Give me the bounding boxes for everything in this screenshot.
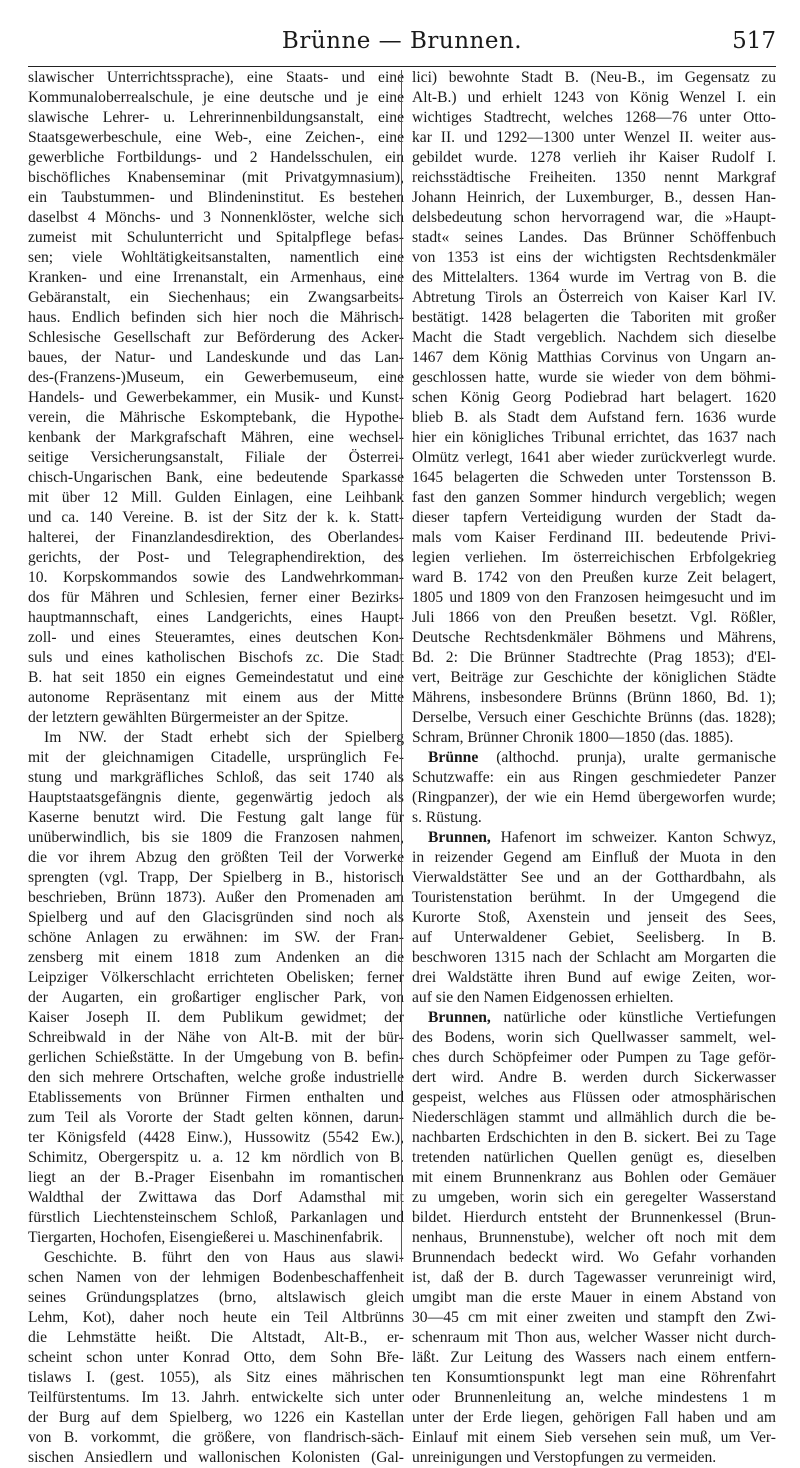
text-line: bildet. Hierdurch entsteht der Brunnenkessel (Brun-: [412, 1209, 776, 1226]
text-line: Teilfürstentums. Im 13. Jahrh. entwickelte sich unter: [28, 1389, 404, 1406]
text-line: verein, die Mährische Eskomptebank, die Hypothe-: [28, 409, 404, 426]
text-line: halterei, der Finanzlandesdirektion, des Oberlandes-: [28, 529, 404, 546]
text-line: von B. vorkommt, die größere, von flandrisch-säch-: [28, 1429, 404, 1446]
text-line: beschrieben, Brünn 1873). Außer den Promenaden am: [28, 889, 404, 906]
text-line: Kaiser Joseph II. dem Publikum gewidmet; der: [28, 1009, 404, 1026]
text-line: chisch-Ungarischen Bank, eine bedeutende Sparkasse: [28, 469, 404, 486]
text-line: von 1353 ist eins der wichtigsten Rechtsdenkmäler: [412, 249, 776, 266]
text-line: gerichts, der Post- und Telegraphendirektion, des: [28, 549, 404, 566]
text-line: haus. Endlich befinden sich hier noch die Mährisch-: [28, 309, 404, 326]
text-line: kenbank der Markgrafschaft Mähren, eine wechsel-: [28, 429, 404, 446]
text-line: beschworen 1315 nach der Schlacht am Morgarten die: [412, 949, 776, 966]
text-line: Schreibwald in der Nähe von Alt-B. mit der bür-: [28, 1029, 404, 1046]
text-line: s. Rüstung.: [412, 809, 482, 826]
text-line: Kommunaloberrealschule, je eine deutsche und je eine: [28, 89, 404, 106]
text-line: oder Brunnenleitung an, welche mindestens 1 m: [412, 1389, 776, 1406]
text-line: mit der gleichnamigen Citadelle, ursprünglich Fe-: [28, 749, 404, 766]
text-line: drei Waldstätte ihren Bund auf ewige Zeiten, wor-: [412, 969, 776, 986]
text-line: zum Teil als Vororte der Stadt gelten können, darun-: [28, 1109, 404, 1126]
text-line: nenhaus, Brunnenstube), welcher oft noch mit dem: [412, 1229, 776, 1246]
text-line: ward B. 1742 von den Preußen kurze Zeit belagert,: [412, 569, 776, 586]
text-line: ter Königsfeld (4428 Einw.), Hussowitz (5542 Ew.),: [28, 1129, 404, 1146]
text-line: Derselbe, Versuch einer Geschichte Brünns (das. 1828);: [412, 709, 776, 726]
text-line: ein Taubstummen- und Blindeninstitut. Es bestehen: [28, 189, 404, 206]
text-line: umgibt man die erste Mauer in einem Abstand von: [412, 1289, 776, 1306]
text-line: gebildet wurde. 1278 verlieh ihr Kaiser Rudolf I.: [412, 149, 776, 166]
text-line: Alt-B.) und erhielt 1243 von König Wenzel I. ein: [412, 89, 776, 106]
text-line: Im NW. der Stadt erhebt sich der Spielberg: [44, 729, 404, 746]
text-line: zu umgeben, worin sich ein geregelter Wasserstand: [412, 1189, 776, 1206]
text-line: den sich mehrere Ortschaften, welche große industrielle: [28, 1069, 404, 1086]
text-line: dert wird. Andre B. werden durch Sickerwasser: [412, 1069, 776, 1086]
text-line: schen Namen von der lehmigen Bodenbeschaffenheit: [28, 1269, 404, 1286]
text-line: zoll- und eines Steueramtes, eines deutschen Kon-: [28, 629, 404, 646]
text-line: Hauptstaatsgefängnis diente, gegenwärtig jedoch als: [28, 789, 404, 806]
text-line: Mährens, insbesondere Brünns (Brünn 1860, Bd. 1);: [412, 689, 776, 706]
text-line: auf Unterwaldener Gebiet, Seelisberg. In B.: [412, 929, 776, 946]
text-line: unüberwindlich, bis sie 1809 die Franzosen nahmen,: [28, 829, 404, 846]
text-line: Tiergarten, Hochofen, Eisengießerei u. Maschinenfabrik.: [28, 1229, 384, 1246]
text-line: Leipziger Völkerschlacht errichteten Obelisken; ferner: [28, 969, 404, 986]
text-line: gewerbliche Fortbildungs- und 2 Handelsschulen, ein: [28, 149, 404, 166]
text-line: seitige Versicherungsanstalt, Filiale der Österrei-: [28, 449, 404, 466]
text-line: Brünne (althochd. prunja), uralte germanische: [428, 749, 776, 766]
right-column: [412, 68, 776, 1466]
text-line: in reizender Gegend am Einfluß der Muota in den: [412, 849, 776, 866]
text-line: Etablissements von Brünner Firmen enthalten und: [28, 1089, 404, 1106]
text-line: liegt an der B.-Prager Eisenbahn im romantischen: [28, 1169, 404, 1186]
text-line: Schimitz, Obergerspitz u. a. 12 km nördlich von B.: [28, 1149, 404, 1166]
text-line: bestätigt. 1428 belagerten die Taboriten mit großer: [412, 309, 776, 326]
text-line: Geschichte. B. führt den von Haus aus slawi-: [44, 1249, 404, 1266]
text-line: tretenden natürlichen Quellen genügt es, dieselben: [412, 1149, 776, 1166]
page-header: [28, 28, 776, 62]
text-line: Handels- und Gewerbekammer, ein Musik- und Kunst-: [28, 389, 404, 406]
text-line: dos für Mähren und Schlesien, ferner einer Bezirks-: [28, 589, 404, 606]
text-line: daselbst 4 Mönchs- und 3 Nonnenklöster, welche sich: [28, 209, 404, 226]
text-line: 30—45 cm mit einer zweiten und stampft den Zwi-: [412, 1309, 776, 1326]
text-line: Spielberg und auf den Glacisgründen sind noch als: [28, 909, 404, 926]
text-line: stung und markgräfliches Schloß, das seit 1740 als: [28, 769, 404, 786]
text-line: sprengten (vgl. Trapp, Der Spielberg in B., historisch: [28, 869, 404, 886]
text-line: hier ein königliches Tribunal errichtet, das 1637 nach: [412, 429, 776, 446]
text-line: Johann Heinrich, der Luxemburger, B., dessen Han-: [412, 189, 776, 206]
text-line: des Mittelalters. 1364 wurde im Vertrag von B. die: [412, 269, 776, 286]
text-line: schen König Georg Podiebrad hart belagert. 1620: [412, 389, 776, 406]
text-line: fast den ganzen Sommer hindurch vergeblich; wegen: [412, 489, 776, 506]
text-line: die vor ihrem Abzug den größten Teil der Vorwerke: [28, 849, 404, 866]
text-line: Deutsche Rechtsdenkmäler Böhmens und Mährens,: [412, 629, 776, 646]
text-line: ches durch Schöpfeimer oder Pumpen zu Tage geför-: [412, 1049, 776, 1066]
running-head: Brünne — Brunnen.: [281, 28, 523, 54]
text-line: Lehm, Kot), daher noch heute ein Teil Altbrünns: [28, 1309, 404, 1326]
text-line: nachbarten Erdschichten in den B. sickert. Bei zu Tage: [412, 1129, 776, 1146]
text-line: des Bodens, worin sich Quellwasser sammelt, wel-: [412, 1029, 776, 1046]
text-line: Schlesische Gesellschaft zur Beförderung des Acker-: [28, 329, 404, 346]
text-line: der Burg auf dem Spielberg, wo 1226 ein Kastellan: [28, 1409, 404, 1426]
text-line: tislaws I. (gest. 1055), als Sitz eines mährischen: [28, 1369, 404, 1386]
text-line: dieser tapfern Verteidigung wurden der Stadt da-: [412, 509, 776, 526]
text-line: stadt« seines Landes. Das Brünner Schöffenbuch: [412, 229, 776, 246]
text-line: des-(Franzens-)Museum, ein Gewerbemuseum, eine: [28, 369, 404, 386]
text-line: bischöfliches Knabenseminar (mit Privatgymnasium),: [28, 169, 404, 186]
text-line: lici) bewohnte Stadt B. (Neu-B., im Gegensatz zu: [412, 69, 776, 86]
text-line: vert, Beiträge zur Geschichte der königlichen Städte: [412, 669, 776, 686]
text-line: Niederschlägen stammt und allmählich durch die be-: [412, 1109, 776, 1126]
text-line: Waldthal der Zwittawa das Dorf Adamsthal mit: [28, 1189, 404, 1206]
text-line: 1645 belagerten die Schweden unter Torstensson B.: [412, 469, 776, 486]
text-line: blieb B. als Stadt dem Aufstand fern. 1636 wurde: [412, 409, 776, 426]
text-line: zensberg mit einem 1818 zum Andenken an die: [28, 949, 404, 966]
text-line: Kurorte Stoß, Axenstein und jenseit des Sees,: [412, 909, 776, 926]
text-line: Juli 1866 von den Preußen besetzt. Vgl. Rößler,: [412, 609, 776, 626]
text-line: slawischer Unterrichtssprache), eine Staats- und eine: [28, 69, 404, 86]
text-line: autonome Repräsentanz mit einem aus der Mitte: [28, 689, 404, 706]
text-line: Brunnen, Hafenort im schweizer. Kanton Schwyz,: [428, 829, 776, 846]
text-line: hauptmannschaft, eines Landgerichts, eines Haupt-: [28, 609, 404, 626]
text-line: mit einem Brunnenkranz aus Bohlen oder Gemäuer: [412, 1169, 776, 1186]
text-line: die Lehmstätte heißt. Die Altstadt, Alt-B., er-: [28, 1329, 404, 1346]
column-separator: [401, 70, 402, 1262]
text-line: slawische Lehrer- u. Lehrerinnenbildungsanstalt, eine: [28, 109, 404, 126]
text-line: kar II. und 1292—1300 unter Wenzel II. weiter aus-: [412, 129, 776, 146]
text-line: gerlichen Schießstätte. In der Umgebung von B. befin-: [28, 1049, 404, 1066]
page-number: 517: [732, 28, 776, 54]
text-line: seines Gründungsplatzes (brno, altslawisch gleich: [28, 1289, 404, 1306]
text-line: ist, daß der B. durch Tagewasser verunreinigt wird,: [412, 1269, 776, 1286]
text-line: auf sie den Namen Eidgenossen erhielten.: [412, 989, 674, 1006]
text-line: Schram, Brünner Chronik 1800—1850 (das. 1885).: [412, 729, 734, 746]
text-line: Brunnendach bedeckt wird. Wo Gefahr vorhanden: [412, 1249, 776, 1266]
text-line: schenraum mit Thon aus, welcher Wasser nicht durch-: [412, 1329, 776, 1346]
text-line: 1805 und 1809 von den Franzosen heimgesucht und im: [412, 589, 776, 606]
text-line: der Augarten, ein großartiger englischer Park, von: [28, 989, 404, 1006]
text-line: läßt. Zur Leitung des Wassers nach einem entfern-: [412, 1349, 776, 1366]
header-rule: [28, 66, 776, 67]
text-line: Abtretung Tirols an Österreich von Kaiser Karl IV.: [412, 289, 776, 306]
text-line: suls und eines katholischen Bischofs zc. Die Stadt: [28, 649, 404, 666]
text-line: Kranken- und eine Irrenanstalt, ein Armenhaus, eine: [28, 269, 404, 286]
text-line: fürstlich Liechtensteinschem Schloß, Parkanlagen und: [28, 1209, 404, 1226]
text-line: Brunnen, natürliche oder künstliche Vertiefungen: [428, 1009, 776, 1026]
text-line: wichtiges Stadtrecht, welches 1268—76 unter Otto-: [412, 109, 776, 126]
entry-headword: Brunnen,: [428, 1009, 491, 1026]
text-line: Bd. 2: Die Brünner Stadtrechte (Prag 1853); d'El-: [412, 649, 776, 666]
text-line: mit über 12 Mill. Gulden Einlagen, eine Leihbank: [28, 489, 404, 506]
text-line: Gebäranstalt, ein Siechenhaus; ein Zwangsarbeits-: [28, 289, 404, 306]
text-line: delsbedeutung schon hervorragend war, die »Haupt-: [412, 209, 776, 226]
text-line: 10. Korpskommandos sowie des Landwehrkomman-: [28, 569, 404, 586]
text-line: ten Konsumtionspunkt legt man eine Röhrenfahrt: [412, 1369, 776, 1386]
text-line: mals vom Kaiser Ferdinand III. bedeutende Privi-: [412, 529, 776, 546]
text-line: Kaserne benutzt wird. Die Festung galt lange für: [28, 809, 404, 826]
text-line: scheint schon unter Konrad Otto, dem Sohn Bře-: [28, 1349, 404, 1366]
entry-headword: Brunnen,: [428, 829, 491, 846]
text-line: geschlossen hatte, wurde sie wieder von dem böhmi-: [412, 369, 776, 386]
text-line: legien verliehen. Im österreichischen Erbfolgekrieg: [412, 549, 776, 566]
text-line: zumeist mit Schulunterricht und Spitalpflege befas-: [28, 229, 404, 246]
text-line: Schutzwaffe: ein aus Ringen geschmiedeter Panzer: [412, 769, 776, 786]
text-line: schöne Anlagen zu erwähnen: im SW. der Fran-: [28, 929, 404, 946]
text-line: unreinigungen und Verstopfungen zu vermeiden.: [412, 1449, 717, 1466]
text-line: Macht die Stadt vergeblich. Nachdem sich dieselbe: [412, 329, 776, 346]
entry-headword: Brünne: [428, 749, 479, 766]
text-line: unter der Erde liegen, gehörigen Fall haben und am: [412, 1409, 776, 1426]
text-line: (Ringpanzer), der wie ein Hemd übergeworfen wurde;: [412, 789, 776, 806]
left-column: [28, 68, 404, 1466]
text-line: Einlauf mit einem Sieb versehen sein muß, um Ver-: [412, 1429, 776, 1446]
text-line: sen; viele Wohltätigkeitsanstalten, namentlich eine: [28, 249, 404, 266]
text-line: Olmütz verlegt, 1641 aber wieder zurückverlegt wurde.: [412, 449, 776, 466]
text-line: Staatsgewerbeschule, eine Web-, eine Zeichen-, eine: [28, 129, 404, 146]
text-line: gespeist, welches aus Flüssen oder atmosphärischen: [412, 1089, 776, 1106]
text-line: Touristenstation berühmt. In der Umgegend die: [412, 889, 776, 906]
text-line: 1467 dem König Matthias Corvinus von Ungarn an-: [412, 349, 776, 366]
text-line: sischen Ansiedlern und wallonischen Kolonisten (Gal-: [28, 1449, 404, 1466]
text-line: Vierwaldstätter See und an der Gotthardbahn, als: [412, 869, 776, 886]
text-line: reichsstädtische Freiheiten. 1350 nennt Markgraf: [412, 169, 776, 186]
text-line: baues, der Natur- und Landeskunde und das Lan-: [28, 349, 404, 366]
text-line: und ca. 140 Vereine. B. ist der Sitz der k. k. Statt-: [28, 509, 404, 526]
text-line: der letztern gewählten Bürgermeister an der Spitze.: [28, 709, 349, 726]
text-line: B. hat seit 1850 ein eignes Gemeindestatut und eine: [28, 669, 404, 686]
